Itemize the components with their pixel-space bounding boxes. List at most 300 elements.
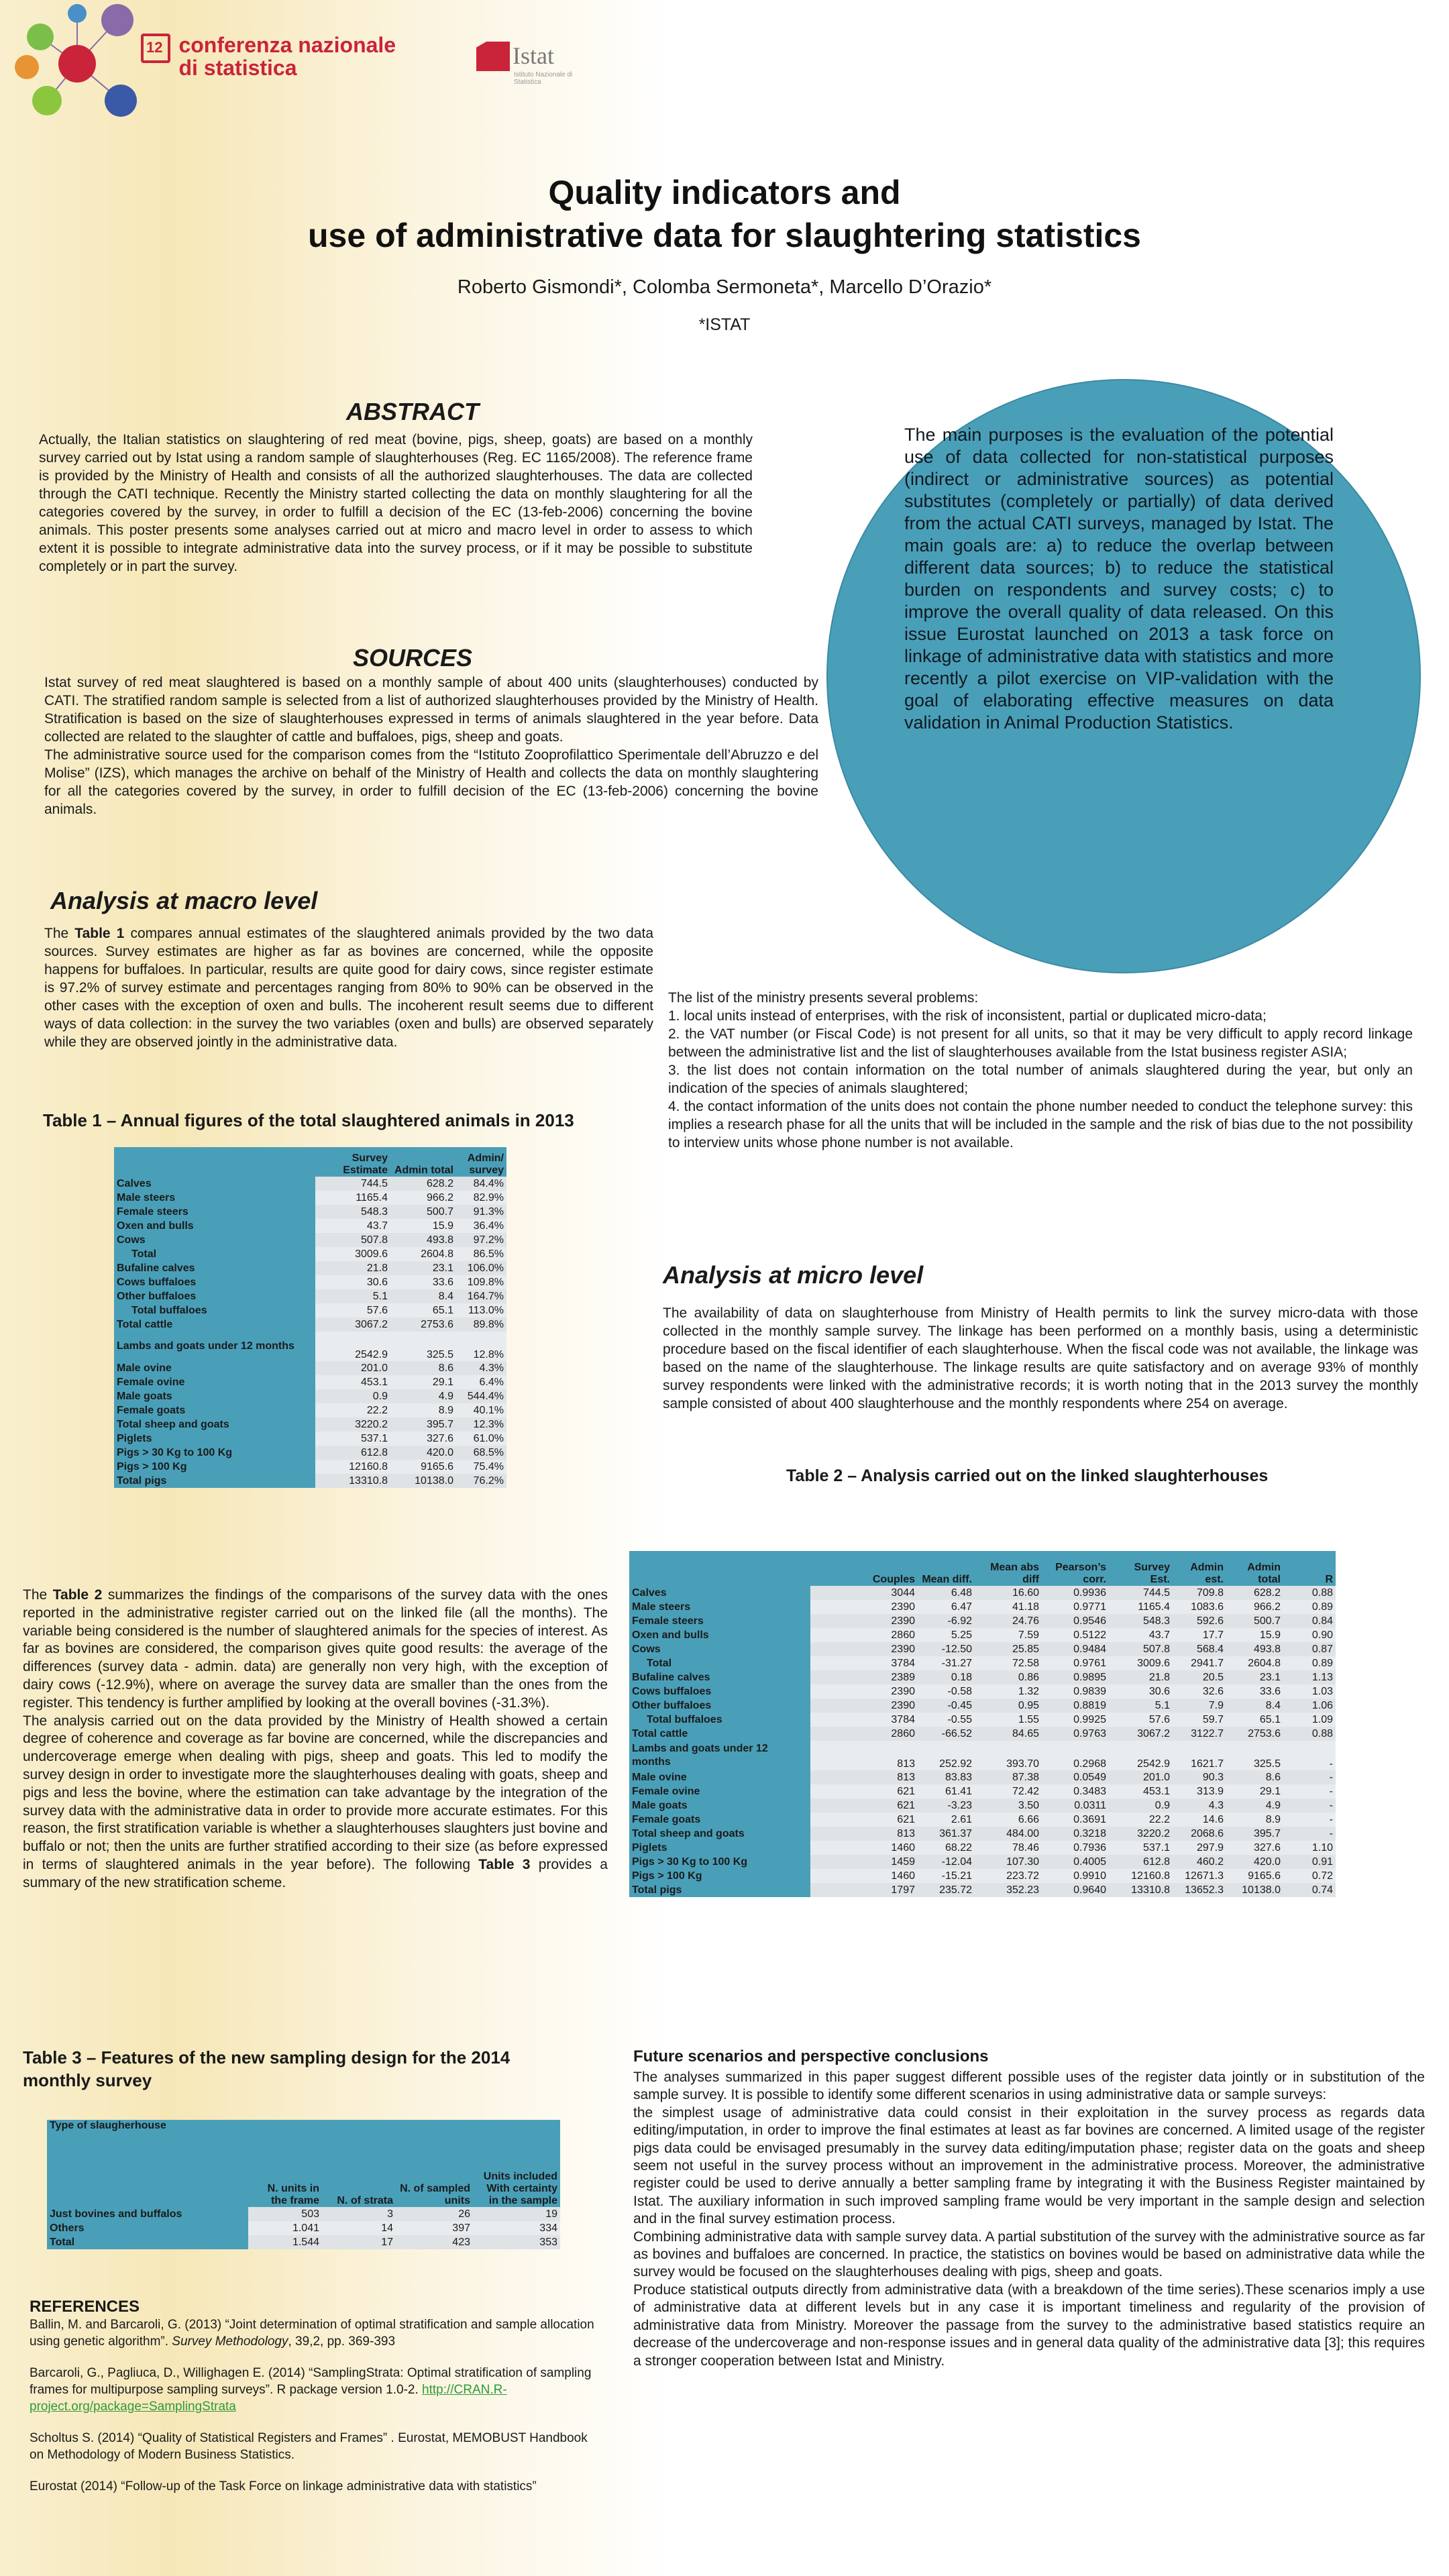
table2-cell: 16.60 <box>975 1586 1042 1600</box>
conference-logo-text <box>178 34 396 79</box>
table2-row-label: Female ovine <box>629 1784 810 1799</box>
table3-cell: 334 <box>473 2221 560 2235</box>
table2-cell: 3044 <box>810 1586 918 1600</box>
table1-cell: 8.4 <box>390 1289 456 1303</box>
table1-cell: 966.2 <box>390 1191 456 1205</box>
table1-cell: 68.5% <box>456 1446 506 1460</box>
table2-cell: 3220.2 <box>1109 1827 1173 1841</box>
table2-cell: 0.18 <box>918 1670 975 1684</box>
table2-cell: - <box>1283 1784 1336 1799</box>
table1-header-cell: Admin total <box>390 1147 456 1177</box>
table1-cell: 548.3 <box>315 1205 390 1219</box>
table1-cell: 2542.9 <box>315 1332 390 1361</box>
table2-cell: 1.06 <box>1283 1699 1336 1713</box>
table2-header-cell: Survey Est. <box>1109 1551 1173 1586</box>
table2-row <box>629 1741 1336 1770</box>
table2-cell: 0.3483 <box>1042 1784 1109 1799</box>
table2-row <box>629 1699 1336 1713</box>
table1-cell: 2753.6 <box>390 1318 456 1332</box>
table2-cell: 813 <box>810 1827 918 1841</box>
table2-cell: 15.9 <box>1226 1628 1283 1642</box>
table2-row-label: Bufaline calves <box>629 1670 810 1684</box>
table2-cell: 3009.6 <box>1109 1656 1173 1670</box>
table2-cell: 68.22 <box>918 1841 975 1855</box>
table2-cell: 23.1 <box>1226 1670 1283 1684</box>
table3-caption <box>23 2046 510 2092</box>
table1-row <box>114 1303 506 1318</box>
table2-cell: 4.9 <box>1226 1799 1283 1813</box>
table1-cell: 500.7 <box>390 1205 456 1219</box>
table2-cell: 0.9839 <box>1042 1684 1109 1699</box>
table2-cell: 2068.6 <box>1173 1827 1226 1841</box>
macro-heading: Analysis at macro level <box>50 887 318 914</box>
logo-circle-orange <box>15 55 39 79</box>
table1-row <box>114 1403 506 1417</box>
table1-row-label: Cows buffaloes <box>114 1275 315 1289</box>
table2-cell: 3122.7 <box>1173 1727 1226 1741</box>
table1-cell: 6.4% <box>456 1375 506 1389</box>
table1-cell: 3009.6 <box>315 1247 390 1261</box>
table2-cell: 72.42 <box>975 1784 1042 1799</box>
table2-cell: 548.3 <box>1109 1614 1173 1628</box>
table2-row-label: Piglets <box>629 1841 810 1855</box>
table2-cell: 43.7 <box>1109 1628 1173 1642</box>
table1-cell: 91.3% <box>456 1205 506 1219</box>
table1-cell: 612.8 <box>315 1446 390 1460</box>
table2-row <box>629 1614 1336 1628</box>
future-paragraph-2: the simplest usage of administrative data could consist in their exploitation in the survey process as regards data editing/imputation, in order to improve the final estimates at least as far bovines are concerned. A limited usage of the register pigs data could be envisaged presumably in the survey data editing/imputation phase; register data on the goats and sheep seem not useful in the survey process without an improvement in the administrative process. Moreover, the administrative register could be used to derive annually a better sampling frame by integrating it with the Business Register maintained by Istat. The auxiliary information in such improved sampling frame would be very important in the sample design and selection and in the final survey estimation process. <box>633 2104 1425 2227</box>
table2-cell: 507.8 <box>1109 1642 1173 1656</box>
table1-row <box>114 1233 506 1247</box>
table2-cell: 3784 <box>810 1656 918 1670</box>
table1-header-cell: Survey Estimate <box>315 1147 390 1177</box>
table2-row-label: Male goats <box>629 1799 810 1813</box>
table1-row <box>114 1417 506 1432</box>
table1-row <box>114 1261 506 1275</box>
table3-cell: 26 <box>396 2207 473 2221</box>
conference-name-line2: di statistica <box>178 56 297 80</box>
table3-cell: 1.544 <box>248 2235 322 2249</box>
table2-cell: 7.9 <box>1173 1699 1226 1713</box>
table2-header-cell: Admin est. <box>1173 1551 1226 1586</box>
table2-cell: 107.30 <box>975 1855 1042 1869</box>
table2-cell: 12671.3 <box>1173 1869 1226 1883</box>
table2-cell: 0.74 <box>1283 1883 1336 1897</box>
table2-cell: 13310.8 <box>1109 1883 1173 1897</box>
istat-logo-subtitle: Istituto Nazionale di Statistica <box>514 71 573 86</box>
table2-cell: -12.50 <box>918 1642 975 1656</box>
table2-cell: 0.9546 <box>1042 1614 1109 1628</box>
table1-cell: 10138.0 <box>390 1474 456 1488</box>
table3-row-label: Total <box>47 2235 248 2249</box>
table2-cell: 78.46 <box>975 1841 1042 1855</box>
table1-row <box>114 1446 506 1460</box>
findings-p2-post: provides a summary of the new stratification scheme. <box>23 1856 608 1890</box>
table3-header-cell: N. units in the frame <box>248 2120 322 2207</box>
table2-cell: 2860 <box>810 1628 918 1642</box>
table2-cell: 6.66 <box>975 1813 1042 1827</box>
table2-row <box>629 1628 1336 1642</box>
reference-1-pages: , 39,2, pp. 369-393 <box>288 2334 396 2349</box>
table1-cell: 420.0 <box>390 1446 456 1460</box>
table2-row <box>629 1727 1336 1741</box>
table2-cell: 10138.0 <box>1226 1883 1283 1897</box>
table2-cell: 0.90 <box>1283 1628 1336 1642</box>
table2-cell: 25.85 <box>975 1642 1042 1656</box>
table1-cell: 628.2 <box>390 1177 456 1191</box>
title-line-1: Quality indicators and <box>548 174 901 211</box>
table1-cell: 453.1 <box>315 1375 390 1389</box>
table2-cell: 4.3 <box>1173 1799 1226 1813</box>
table1-cell: 61.0% <box>456 1432 506 1446</box>
table2-cell: 1460 <box>810 1841 918 1855</box>
findings-section <box>23 1587 608 1892</box>
macro-text-pre: The <box>44 926 75 941</box>
abstract-text: Actually, the Italian statistics on slaughtering of red meat (bovine, pigs, sheep, goats) are based on a monthly survey carried out by Istat using a random sample of slaughterhouses (Reg. EC 1165/2008). The reference frame is provided by the Ministry of Health and consists of all the authorized slaughterhouses. The data are collected through the CATI technique. Recently the Ministry started collecting the data on monthly slaughtering for all the categories covered by the survey, in order to fulfill a decision of the EC (13-feb-2006) concerning the bovine animals. This poster presents some analyses carried out at micro and macro level in order to assess to which extent it is possible to integrate administrative data into the survey process, or if it may be possible to substitute completely or in part the survey. <box>39 432 753 574</box>
table2-cell: 0.9910 <box>1042 1869 1109 1883</box>
table2-cell: 592.6 <box>1173 1614 1226 1628</box>
table2-cell: 0.9895 <box>1042 1670 1109 1684</box>
table3-header-row <box>47 2120 560 2207</box>
table2-row <box>629 1784 1336 1799</box>
table2-header-cell <box>629 1551 810 1586</box>
purpose-text: The main purposes is the evaluation of the potential use of data collected for non-statistical purposes (indirect or administrative sources) as potential substitutes (completely or partially) of data derived from the actual CATI surveys, managed by Istat. The main goals are: a) to reduce the overlap between different data sources; b) to reduce the statistical burden on respondents and survey costs; c) to improve the overall quality of data released. On this issue Eurostat launched on 2013 a task force on linkage of administrative data with statistics and more recently a pilot exercise on VIP-validation with the goal of elaborating effective measures on data validation in Animal Production Statistics. <box>904 425 1334 733</box>
table2-row <box>629 1770 1336 1784</box>
table2-cell: 0.72 <box>1283 1869 1336 1883</box>
problems-section <box>668 989 1413 1152</box>
micro-text: The availability of data on slaughterhouse from Ministry of Health permits to link the survey micro-data with those collected in the monthly sample survey. The linkage has been performed on a monthly basis, using a deterministic procedure based on the fiscal identifier of each slaughterhouse. When the fiscal code was not available, the linkage was based on the name of the slaughterhouse. The linkage results are quite satisfactory and on average 93% of monthly survey respondents were linked with the administrative records; it is worth noting that in the 2013 survey the monthly sample consisted of about 400 slaughterhouse and the monthly respondents where 254 on average. <box>663 1305 1418 1411</box>
table1-cell: 33.6 <box>390 1275 456 1289</box>
references-section <box>30 2298 600 2495</box>
table2-row <box>629 1684 1336 1699</box>
abstract-heading: ABSTRACT <box>346 398 479 425</box>
table1-cell: 13310.8 <box>315 1474 390 1488</box>
table2 <box>629 1551 1336 1897</box>
table3-row <box>47 2207 560 2221</box>
table2-row <box>629 1713 1336 1727</box>
table2-row-label: Female steers <box>629 1614 810 1628</box>
table3-row-label: Others <box>47 2221 248 2235</box>
table2-cell: 90.3 <box>1173 1770 1226 1784</box>
table2-cell: 201.0 <box>1109 1770 1173 1784</box>
table1-cell: 201.0 <box>315 1361 390 1375</box>
table2-cell: 297.9 <box>1173 1841 1226 1855</box>
table2-cell: 2542.9 <box>1109 1741 1173 1770</box>
table2-cell: 87.38 <box>975 1770 1042 1784</box>
findings-p2-pre: The analysis carried out on the data provided by the Ministry of Health showed a certain degree of coherence and coverage as far bovine are concerned, while the discrepancies and undercoverage emerge when dealing with pigs, sheep and goats. This led to modify the survey design in order to investigate more the slaughterhouses dealing with goats, sheep and pigs and less the bovine, where the estimation can take advantage by the integration of the survey data with the administrative data in order to provide more accurate estimates. For this reason, the first stratification variable is whether a slaughterhouses slaughters just bovine and buffalo or not; then the units are further stratified according to their size (as before expressed in terms of slaughtered animals in the year before). The following <box>23 1713 608 1872</box>
istat-logo-mark <box>476 42 510 71</box>
table2-cell: 0.7936 <box>1042 1841 1109 1855</box>
table2-cell: 20.5 <box>1173 1670 1226 1684</box>
table1-row <box>114 1389 506 1403</box>
logo-circle-purple <box>101 4 133 36</box>
table1-cell: 43.7 <box>315 1219 390 1233</box>
table1-cell: 4.3% <box>456 1361 506 1375</box>
table2-row-label: Pigs > 100 Kg <box>629 1869 810 1883</box>
table2-row <box>629 1600 1336 1614</box>
conference-logo-icons <box>13 0 148 127</box>
table2-cell: 0.9484 <box>1042 1642 1109 1656</box>
table2-cell: 0.0311 <box>1042 1799 1109 1813</box>
table2-row-label: Total cattle <box>629 1727 810 1741</box>
reference-1 <box>30 2316 600 2350</box>
table3-cell: 353 <box>473 2235 560 2249</box>
table1-row <box>114 1432 506 1446</box>
table1-row-label: Female ovine <box>114 1375 315 1389</box>
table2-cell: 30.6 <box>1109 1684 1173 1699</box>
table2-cell: 352.23 <box>975 1883 1042 1897</box>
table2-cell: 22.2 <box>1109 1813 1173 1827</box>
table2-cell: - <box>1283 1813 1336 1827</box>
table2-cell: 2860 <box>810 1727 918 1741</box>
table1-cell: 0.9 <box>315 1389 390 1403</box>
table2-cell: 0.9 <box>1109 1799 1173 1813</box>
table3-cell: 503 <box>248 2207 322 2221</box>
table1-row-label: Male goats <box>114 1389 315 1403</box>
table1-header-cell: Admin/ survey <box>456 1147 506 1177</box>
table1-cell: 395.7 <box>390 1417 456 1432</box>
table2-cell: 65.1 <box>1226 1713 1283 1727</box>
table2-cell: 0.9771 <box>1042 1600 1109 1614</box>
table2-cell: 1459 <box>810 1855 918 1869</box>
table2-cell: 57.6 <box>1109 1713 1173 1727</box>
conference-logo-mark <box>141 34 170 63</box>
table2-cell: 313.9 <box>1173 1784 1226 1799</box>
table2-cell: 453.1 <box>1109 1784 1173 1799</box>
table1-header-row <box>114 1147 506 1177</box>
table2-cell: 393.70 <box>975 1741 1042 1770</box>
table1-cell: 30.6 <box>315 1275 390 1289</box>
table1-cell: 21.8 <box>315 1261 390 1275</box>
table2-cell: 1797 <box>810 1883 918 1897</box>
table2-caption: Table 2 – Analysis carried out on the linked slaughterhouses <box>786 1466 1269 1485</box>
table2-cell: 8.9 <box>1226 1813 1283 1827</box>
poster-title <box>0 171 1449 257</box>
micro-heading: Analysis at micro level <box>663 1261 924 1289</box>
table1-row-label: Pigs > 100 Kg <box>114 1460 315 1474</box>
table1-cell: 3220.2 <box>315 1417 390 1432</box>
table3-caption-line2: monthly survey <box>23 2070 152 2090</box>
table2-cell: 0.9936 <box>1042 1586 1109 1600</box>
table1-cell: 744.5 <box>315 1177 390 1191</box>
table3-row <box>47 2235 560 2249</box>
table2-cell: 0.89 <box>1283 1600 1336 1614</box>
table1-cell: 1165.4 <box>315 1191 390 1205</box>
reference-4: Eurostat (2014) “Follow-up of the Task Force on linkage administrative data with statistics” <box>30 2479 537 2493</box>
table1-row <box>114 1275 506 1289</box>
table1-cell: 113.0% <box>456 1303 506 1318</box>
table2-cell: 966.2 <box>1226 1600 1283 1614</box>
table2-cell: -0.55 <box>918 1713 975 1727</box>
table2-cell: 72.58 <box>975 1656 1042 1670</box>
table2-cell: 0.5122 <box>1042 1628 1109 1642</box>
table2-cell: 0.9640 <box>1042 1883 1109 1897</box>
table1-row-label: Total pigs <box>114 1474 315 1488</box>
table1-cell: 15.9 <box>390 1219 456 1233</box>
table2-cell: 621 <box>810 1784 918 1799</box>
table2-cell: 1.32 <box>975 1684 1042 1699</box>
table1-cell: 544.4% <box>456 1389 506 1403</box>
table2-cell: 327.6 <box>1226 1841 1283 1855</box>
findings-p1-pre: The <box>23 1587 53 1603</box>
table3-header-cell: N. of sampled units <box>396 2120 473 2207</box>
table2-row-label: Cows buffaloes <box>629 1684 810 1699</box>
table2-cell: 744.5 <box>1109 1586 1173 1600</box>
sources-heading: SOURCES <box>352 644 473 672</box>
findings-p2-table-ref: Table 3 <box>478 1856 531 1872</box>
table2-row <box>629 1813 1336 1827</box>
table3-cell: 397 <box>396 2221 473 2235</box>
table2-cell: -6.92 <box>918 1614 975 1628</box>
table1-row-label: Total <box>114 1247 315 1261</box>
table2-cell: 0.9763 <box>1042 1727 1109 1741</box>
table2-cell: 61.41 <box>918 1784 975 1799</box>
table1-cell: 86.5% <box>456 1247 506 1261</box>
problems-item-1: 1. local units instead of enterprises, with the risk of inconsistent, partial or duplicated micro-data; <box>668 1008 1267 1024</box>
table2-header-cell: Mean abs diff <box>975 1551 1042 1586</box>
table1-cell: 22.2 <box>315 1403 390 1417</box>
table2-cell: -31.27 <box>918 1656 975 1670</box>
table2-cell: 0.88 <box>1283 1727 1336 1741</box>
table2-cell: 24.76 <box>975 1614 1042 1628</box>
table1-row-label: Male steers <box>114 1191 315 1205</box>
table2-cell: - <box>1283 1770 1336 1784</box>
table1-cell: 12.3% <box>456 1417 506 1432</box>
table1-row-label: Total sheep and goats <box>114 1417 315 1432</box>
table1-cell: 5.1 <box>315 1289 390 1303</box>
table1-row-label: Male ovine <box>114 1361 315 1375</box>
reference-2-link[interactable]: http://CRAN.R-project.org/package=SamplingStrata <box>30 2383 507 2414</box>
table2-cell: 1165.4 <box>1109 1600 1173 1614</box>
logo-circle-blue <box>68 4 87 23</box>
table2-cell: -0.58 <box>918 1684 975 1699</box>
table1-row-label: Piglets <box>114 1432 315 1446</box>
sources-paragraph-2: The administrative source used for the comparison comes from the “Istituto Zooprofilattico Sperimentale dell’Abruzzo e del Molise” (IZS), which manages the archive on behalf of the Ministry of Health and collects the data on monthly slaughtering for all the categories covered by the survey, in order to fulfill decision of the EC (13-feb-2006) concerning the bovine animals. <box>44 747 818 817</box>
table2-cell: 12160.8 <box>1109 1869 1173 1883</box>
table1-cell: 76.2% <box>456 1474 506 1488</box>
table2-cell: 223.72 <box>975 1869 1042 1883</box>
table2-cell: 460.2 <box>1173 1855 1226 1869</box>
findings-p1-table-ref: Table 2 <box>52 1587 103 1603</box>
table2-cell: 1.09 <box>1283 1713 1336 1727</box>
table2-cell: 0.4005 <box>1042 1855 1109 1869</box>
table2-cell: 2604.8 <box>1226 1656 1283 1670</box>
table2-cell: 9165.6 <box>1226 1869 1283 1883</box>
table2-cell: 500.7 <box>1226 1614 1283 1628</box>
table1-cell: 75.4% <box>456 1460 506 1474</box>
table2-cell: 325.5 <box>1226 1741 1283 1770</box>
table2-row-label: Total buffaloes <box>629 1713 810 1727</box>
table1-cell: 36.4% <box>456 1219 506 1233</box>
table1-row-label: Cows <box>114 1233 315 1247</box>
table1-cell: 23.1 <box>390 1261 456 1275</box>
table2-cell: 0.87 <box>1283 1642 1336 1656</box>
sources-paragraph-1: Istat survey of red meat slaughtered is based on a monthly sample of about 400 units (slaughterhouses) conducted by CATI. The stratified random sample is selected from a list of authorized slaughterhouses provided by the Ministry of Health. Stratification is based on the size of slaughterhouses expressed in terms of animals slaughtered in the year before. Data collected are related to the slaughter of cattle and buffaloes, pigs, sheep and goats. <box>44 675 818 745</box>
table1-row <box>114 1247 506 1261</box>
table1-row-label: Pigs > 30 Kg to 100 Kg <box>114 1446 315 1460</box>
table2-row-label: Cows <box>629 1642 810 1656</box>
table2-row <box>629 1855 1336 1869</box>
table2-cell: -66.52 <box>918 1727 975 1741</box>
table1-cell: 57.6 <box>315 1303 390 1318</box>
table2-cell: 1.55 <box>975 1713 1042 1727</box>
table2-cell: 484.00 <box>975 1827 1042 1841</box>
findings-paragraph-2 <box>23 1713 608 1892</box>
table2-cell: 1.13 <box>1283 1670 1336 1684</box>
table1-row <box>114 1474 506 1488</box>
table2-cell: 21.8 <box>1109 1670 1173 1684</box>
table2-cell: 235.72 <box>918 1883 975 1897</box>
table1-caption: Table 1 – Annual figures of the total slaughtered animals in 2013 <box>43 1110 574 1130</box>
table1-cell: 106.0% <box>456 1261 506 1275</box>
table1-row-label: Female steers <box>114 1205 315 1219</box>
table1-cell: 84.4% <box>456 1177 506 1191</box>
table2-cell: 0.89 <box>1283 1656 1336 1670</box>
reference-3: Scholtus S. (2014) “Quality of Statistical Registers and Frames” . Eurostat, MEMOBUST Handbook on Methodology of Modern Business Statistics. <box>30 2431 588 2462</box>
problems-item-3: 3. the list does not contain information on the total number of animals slaughtered during the year, but only an indication of the species of animals slaughtered; <box>668 1063 1413 1096</box>
table1-row <box>114 1191 506 1205</box>
table2-cell: 2753.6 <box>1226 1727 1283 1741</box>
table2-row-label: Pigs > 30 Kg to 100 Kg <box>629 1855 810 1869</box>
table2-cell: 6.48 <box>918 1586 975 1600</box>
table2-row <box>629 1799 1336 1813</box>
table2-cell: 6.47 <box>918 1600 975 1614</box>
table1-cell: 109.8% <box>456 1275 506 1289</box>
table2-cell: 8.6 <box>1226 1770 1283 1784</box>
table2-row <box>629 1841 1336 1855</box>
table3 <box>47 2120 560 2249</box>
authors: Roberto Gismondi*, Colomba Sermoneta*, Marcello D’Orazio* <box>457 276 992 298</box>
table2-row-label: Male ovine <box>629 1770 810 1784</box>
conference-logo-number: 12 <box>146 39 163 56</box>
table2-cell: 59.7 <box>1173 1713 1226 1727</box>
sources-section <box>44 674 818 818</box>
table1-row <box>114 1205 506 1219</box>
table2-row-label: Oxen and bulls <box>629 1628 810 1642</box>
table2-cell: 84.65 <box>975 1727 1042 1741</box>
istat-logo-name: Istat <box>513 42 554 69</box>
table2-row <box>629 1586 1336 1600</box>
table2-row-label: Total sheep and goats <box>629 1827 810 1841</box>
reference-2 <box>30 2365 600 2415</box>
table2-header-cell: Mean diff. <box>918 1551 975 1586</box>
table2-cell: 0.86 <box>975 1670 1042 1684</box>
table2-cell: 568.4 <box>1173 1642 1226 1656</box>
table1-cell: 82.9% <box>456 1191 506 1205</box>
table2-cell: 0.9761 <box>1042 1656 1109 1670</box>
table1-cell: 65.1 <box>390 1303 456 1318</box>
table3-cell: 1.041 <box>248 2221 322 2235</box>
table1-row <box>114 1318 506 1332</box>
table2-row <box>629 1642 1336 1656</box>
table1-cell: 3067.2 <box>315 1318 390 1332</box>
table2-cell: 621 <box>810 1799 918 1813</box>
title-line-2: use of administrative data for slaughtering statistics <box>308 217 1141 254</box>
table2-cell: 0.3218 <box>1042 1827 1109 1841</box>
table1-row <box>114 1219 506 1233</box>
future-paragraph-3: Combining administrative data with sample survey data. A partial substitution of the survey with the administrative source as far as bovines and buffaloes are concerned. In practice, the statistics on bovines would be based on administrative data while the survey would be focused on the slaughterhouses dealing with pigs, sheep and goats. <box>633 2229 1425 2280</box>
table2-cell: 1.10 <box>1283 1841 1336 1855</box>
table2-cell: 0.84 <box>1283 1614 1336 1628</box>
table2-cell: 0.3691 <box>1042 1813 1109 1827</box>
table2-cell: 3784 <box>810 1713 918 1727</box>
table2-cell: 612.8 <box>1109 1855 1173 1869</box>
table2-cell: 13652.3 <box>1173 1883 1226 1897</box>
table1-row-label: Female goats <box>114 1403 315 1417</box>
table2-cell: 7.59 <box>975 1628 1042 1642</box>
table2-row-label: Calves <box>629 1586 810 1600</box>
table3-cell: 17 <box>322 2235 396 2249</box>
